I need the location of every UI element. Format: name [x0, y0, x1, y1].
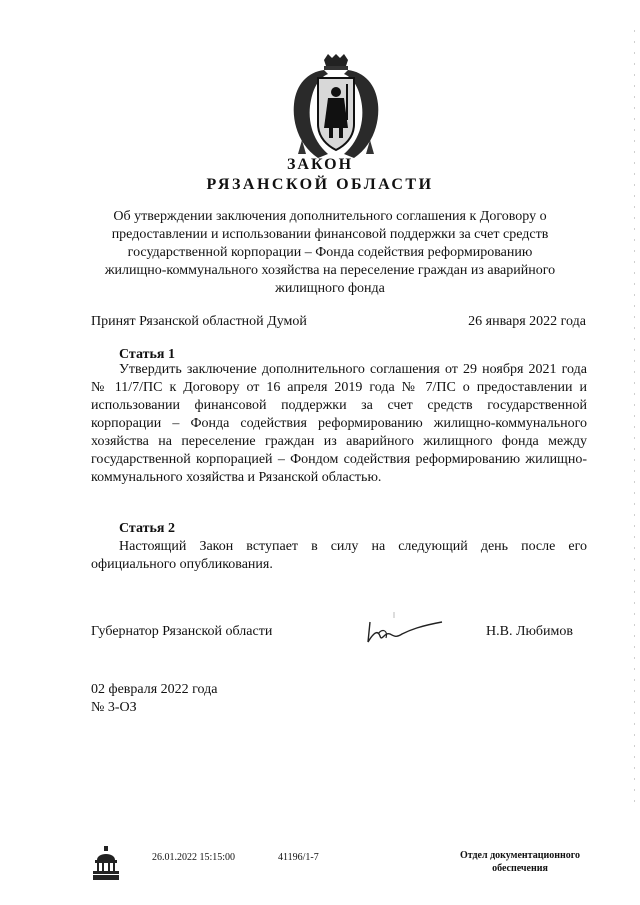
department-stamp — [440, 849, 600, 875]
signing-date: 02 февраля 2022 года — [91, 682, 218, 697]
adoption-date: 26 января 2022 года — [468, 314, 586, 329]
stamp-line-1: Отдел документационного — [459, 850, 581, 861]
adoption-text: Принят Рязанской областной Думой — [91, 314, 307, 329]
footer-registration-number: 41196/1-7 — [278, 852, 319, 863]
scan-edge-marks — [633, 30, 636, 810]
duma-building-icon — [91, 846, 121, 880]
coat-of-arms-icon — [288, 54, 384, 162]
governor-position: Губернатор Рязанской области — [91, 624, 273, 639]
article-2-text: Настоящий Закон вступает в силу на следующий день после его официального опубликования. — [91, 539, 587, 572]
governor-name: Н.В. Любимов — [486, 624, 573, 639]
law-number: № 3-ОЗ — [91, 700, 137, 715]
law-subtitle: Об утверждении заключения дополнительного соглашения к Договору о предоставлении и использовании финансовой поддержки за счет средств государственной корпорации – Фонда содействия реформированию жилищно-коммунального хозяйства на переселение граждан из аварийного жилищного фонда — [104, 209, 556, 296]
article-2-title: Статья 2 — [119, 521, 175, 536]
stamp-line-2: обеспечения — [492, 863, 548, 874]
region-name: РЯЗАНСКОЙ ОБЛАСТИ — [206, 176, 434, 193]
signature-icon — [364, 612, 454, 648]
footer-timestamp: 26.01.2022 15:15:00 — [152, 852, 236, 863]
article-1-text: Утвердить заключение дополнительного соглашения от 29 ноября 2021 года № 11/7/ПС к Договору от 16 апреля 2019 года № 7/ПС о предоставлении и использовании финансовой поддержки за счет средств государственной корпорации – Фонда содействия реформированию жилищно-коммунального хозяйства на переселение граждан из аварийного жилищного фонда между государственной корпорацией – Фондом содействия реформированию жилищно-коммунального хозяйства и Рязанской областью. — [91, 362, 587, 485]
law-label: ЗАКОН — [286, 156, 354, 173]
article-1-title: Статья 1 — [119, 347, 175, 362]
